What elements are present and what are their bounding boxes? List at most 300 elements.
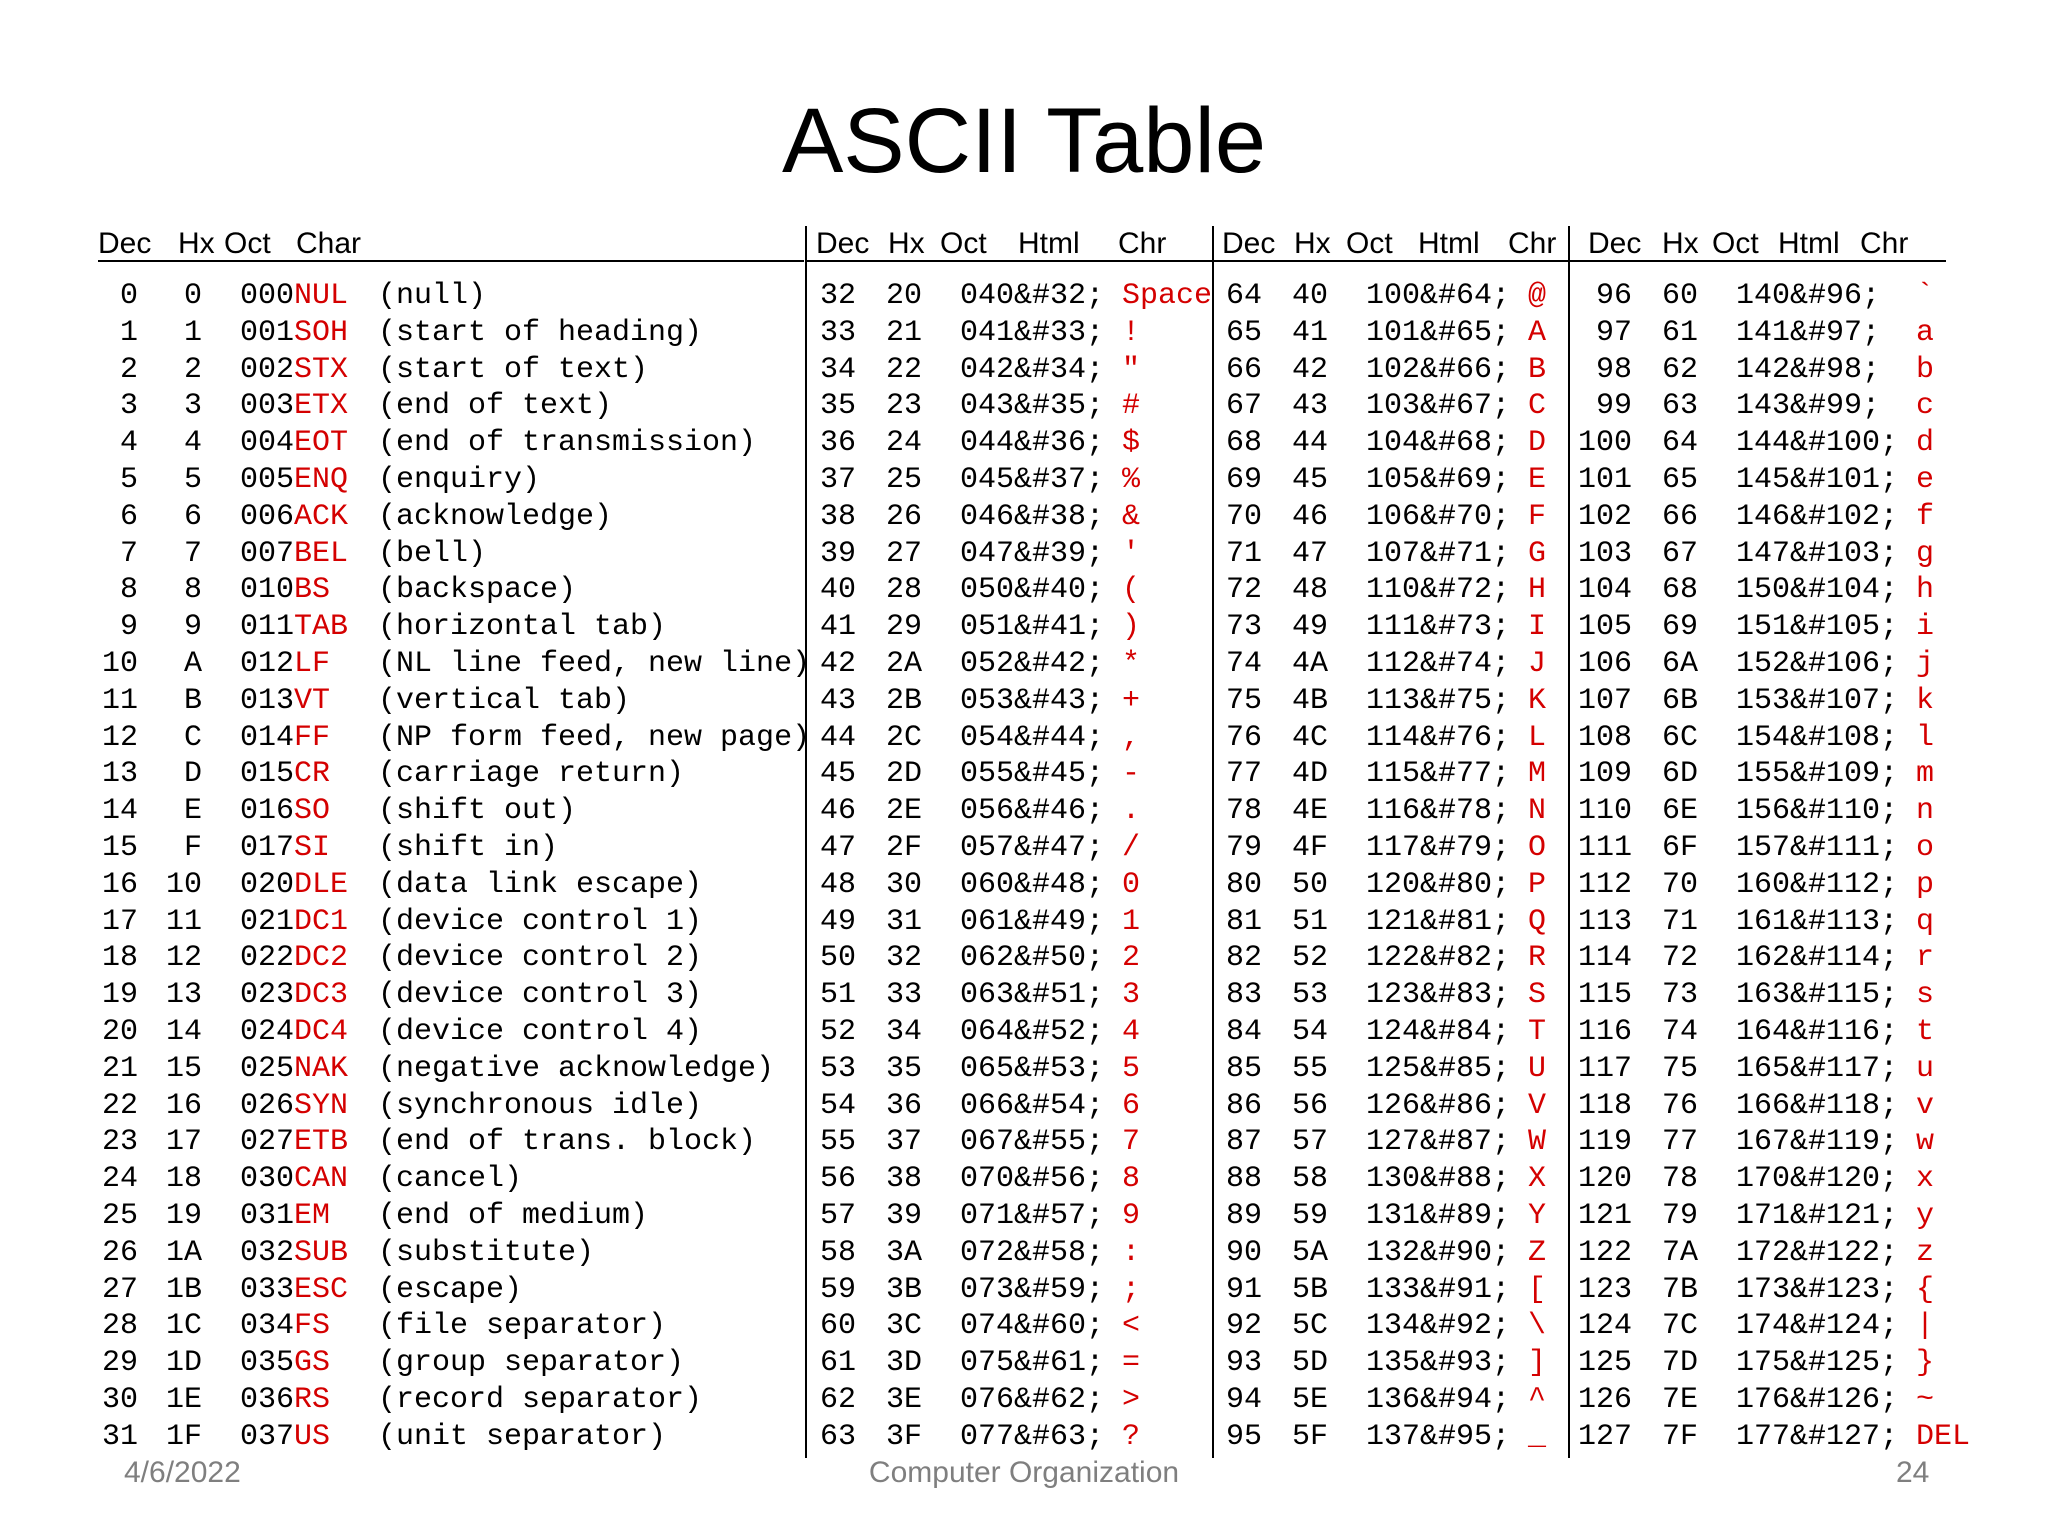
html-cell: &#104; <box>1790 573 1899 608</box>
dec-cell: 91 <box>1225 1272 1262 1307</box>
description-cell: (group separator) <box>378 1346 685 1381</box>
oct-cell: 000 <box>239 279 294 313</box>
table-row <box>1222 352 1568 389</box>
dec-cell: 39 <box>819 536 856 571</box>
table-row <box>816 1308 1218 1345</box>
oct-cell: 165 <box>1735 1051 1790 1086</box>
oct-cell: 041 <box>959 315 1014 350</box>
hex-cell: 28 <box>885 573 922 608</box>
oct-cell: 116 <box>1365 794 1420 829</box>
oct-cell: 172 <box>1735 1235 1790 1270</box>
html-cell: &#102; <box>1790 499 1899 534</box>
chr-cell: e <box>1916 462 1935 497</box>
dec-cell: 65 <box>1225 315 1262 350</box>
oct-cell: 044 <box>959 426 1014 461</box>
chr-cell: Q <box>1528 904 1547 939</box>
hex-cell: 15 <box>165 1051 202 1086</box>
oct-cell: 162 <box>1735 941 1790 976</box>
oct-cell: 142 <box>1735 352 1790 387</box>
table-row <box>816 536 1218 573</box>
oct-cell: 133 <box>1365 1272 1420 1307</box>
hex-cell: 17 <box>165 1125 202 1160</box>
html-cell: &#66; <box>1420 352 1511 387</box>
table-row <box>98 1419 898 1456</box>
chr-cell: K <box>1528 683 1547 718</box>
oct-cell: 034 <box>239 1309 294 1344</box>
abbr-cell: NUL <box>294 279 349 313</box>
dec-cell: 70 <box>1225 499 1262 534</box>
oct-cell: 070 <box>959 1162 1014 1197</box>
table-row <box>1578 1308 1976 1345</box>
dec-cell: 41 <box>819 610 856 645</box>
hex-cell: A <box>183 646 202 681</box>
hex-cell: 22 <box>885 352 922 387</box>
oct-cell: 131 <box>1365 1198 1420 1233</box>
header-oct-3: Oct <box>1346 227 1393 260</box>
table-row <box>816 425 1218 462</box>
table-row <box>816 1382 1218 1419</box>
table-row <box>1578 1124 1976 1161</box>
html-cell: &#32; <box>1014 279 1105 313</box>
html-cell: &#61; <box>1014 1346 1105 1381</box>
header-dec-1: Dec <box>98 227 152 260</box>
abbr-cell: ESC <box>294 1272 349 1307</box>
dec-cell: 2 <box>119 352 138 387</box>
table-row <box>1578 536 1976 573</box>
table-row <box>98 1308 898 1345</box>
table-row <box>1578 1051 1976 1088</box>
html-cell: &#60; <box>1014 1309 1105 1344</box>
dec-cell: 3 <box>119 389 138 424</box>
description-cell: (synchronous idle) <box>378 1088 703 1123</box>
table-row <box>816 1235 1218 1272</box>
dec-cell: 28 <box>101 1309 138 1344</box>
oct-cell: 123 <box>1365 978 1420 1013</box>
oct-cell: 021 <box>239 904 294 939</box>
chr-cell: f <box>1916 499 1935 534</box>
dec-cell: 61 <box>819 1346 856 1381</box>
html-cell: &#80; <box>1420 867 1511 902</box>
description-cell: (shift out) <box>378 794 577 829</box>
table-row <box>1222 425 1568 462</box>
dec-cell: 67 <box>1225 389 1262 424</box>
description-cell: (end of transmission) <box>378 426 757 461</box>
html-cell: &#78; <box>1420 794 1511 829</box>
table-row <box>98 1014 898 1051</box>
hex-cell: 7C <box>1661 1309 1698 1344</box>
oct-cell: 107 <box>1365 536 1420 571</box>
abbr-cell: DC3 <box>294 978 349 1013</box>
hex-cell: 77 <box>1661 1125 1698 1160</box>
html-cell: &#40; <box>1014 573 1105 608</box>
header-chr-2: Chr <box>1118 227 1167 260</box>
hex-cell: 35 <box>885 1051 922 1086</box>
html-cell: &#127; <box>1790 1419 1899 1454</box>
html-cell: &#116; <box>1790 1014 1899 1049</box>
oct-cell: 114 <box>1365 720 1420 755</box>
hex-cell: D <box>183 757 202 792</box>
hex-cell: 2F <box>885 830 922 865</box>
html-cell: &#114; <box>1790 941 1899 976</box>
hex-cell: 60 <box>1661 279 1698 313</box>
chr-cell: l <box>1916 720 1935 755</box>
hex-cell: 3A <box>885 1235 922 1270</box>
chr-cell: _ <box>1528 1419 1547 1454</box>
dec-cell: 94 <box>1225 1382 1262 1417</box>
abbr-cell: ETB <box>294 1125 349 1160</box>
header-html-4: Html <box>1778 227 1840 260</box>
table-row <box>98 904 898 941</box>
table-row <box>1222 1419 1568 1456</box>
header-html-3: Html <box>1418 227 1480 260</box>
description-cell: (file separator) <box>378 1309 667 1344</box>
oct-cell: 150 <box>1735 573 1790 608</box>
table-row <box>98 756 898 793</box>
chr-cell: V <box>1528 1088 1547 1123</box>
chr-cell: E <box>1528 462 1547 497</box>
html-cell: &#34; <box>1014 352 1105 387</box>
dec-cell: 88 <box>1225 1162 1262 1197</box>
table-row <box>816 1014 1218 1051</box>
description-cell: (shift in) <box>378 830 559 865</box>
dec-cell: 48 <box>819 867 856 902</box>
oct-cell: 132 <box>1365 1235 1420 1270</box>
dec-cell: 96 <box>1595 279 1632 313</box>
table-row <box>1222 756 1568 793</box>
hex-cell: 26 <box>885 499 922 534</box>
oct-cell: 051 <box>959 610 1014 645</box>
html-cell: &#79; <box>1420 830 1511 865</box>
oct-cell: 022 <box>239 941 294 976</box>
hex-cell: 20 <box>885 279 922 313</box>
hex-cell: 32 <box>885 941 922 976</box>
description-cell: (NL line feed, new line) <box>378 646 811 681</box>
hex-cell: 40 <box>1291 279 1328 313</box>
description-cell: (acknowledge) <box>378 499 613 534</box>
header-hx-2: Hx <box>888 227 925 260</box>
table-row <box>1222 940 1568 977</box>
table-row <box>1222 793 1568 830</box>
table-row <box>816 683 1218 720</box>
dec-cell: 56 <box>819 1162 856 1197</box>
hex-cell: 4D <box>1291 757 1328 792</box>
html-cell: &#57; <box>1014 1198 1105 1233</box>
dec-cell: 111 <box>1578 830 1633 865</box>
table-row <box>1578 425 1976 462</box>
table-row <box>1222 1161 1568 1198</box>
chr-cell: a <box>1916 315 1935 350</box>
hex-cell: 57 <box>1291 1125 1328 1160</box>
oct-cell: 112 <box>1365 646 1420 681</box>
table-row <box>816 278 1218 315</box>
dec-cell: 24 <box>101 1162 138 1197</box>
html-cell: &#77; <box>1420 757 1511 792</box>
dec-cell: 109 <box>1578 757 1633 792</box>
hex-cell: E <box>183 794 202 829</box>
hex-cell: 3C <box>885 1309 922 1344</box>
table-row <box>1222 1014 1568 1051</box>
chr-cell: L <box>1528 720 1547 755</box>
description-cell: (device control 2) <box>378 941 703 976</box>
abbr-cell: SI <box>294 830 331 865</box>
footer-title: Computer Organization <box>868 1456 1180 1489</box>
chr-cell: o <box>1916 830 1935 865</box>
table-row <box>1578 756 1976 793</box>
html-cell: &#98; <box>1790 352 1881 387</box>
html-cell: &#125; <box>1790 1346 1899 1381</box>
table-row <box>1222 830 1568 867</box>
dec-cell: 13 <box>101 757 138 792</box>
dec-cell: 43 <box>819 683 856 718</box>
chr-cell: ) <box>1122 610 1141 645</box>
oct-cell: 050 <box>959 573 1014 608</box>
chars-64-95-table <box>1222 278 1568 1456</box>
table-row <box>1578 1345 1976 1382</box>
abbr-cell: STX <box>294 352 349 387</box>
hex-cell: 68 <box>1661 573 1698 608</box>
chr-cell: H <box>1528 573 1547 608</box>
dec-cell: 102 <box>1578 499 1633 534</box>
chr-cell: Space <box>1122 279 1213 313</box>
oct-cell: 011 <box>239 610 294 645</box>
dec-cell: 50 <box>819 941 856 976</box>
chr-cell: 1 <box>1122 904 1141 939</box>
header-hx-3: Hx <box>1294 227 1331 260</box>
chr-cell: C <box>1528 389 1547 424</box>
table-row <box>98 462 898 499</box>
table-row <box>1578 867 1976 904</box>
oct-cell: 124 <box>1365 1014 1420 1049</box>
dec-cell: 92 <box>1225 1309 1262 1344</box>
chr-cell: & <box>1122 499 1141 534</box>
chr-cell: 4 <box>1122 1014 1141 1049</box>
dec-cell: 74 <box>1225 646 1262 681</box>
hex-cell: 42 <box>1291 352 1328 387</box>
oct-cell: 012 <box>239 646 294 681</box>
table-row <box>98 1161 898 1198</box>
hex-cell: 5C <box>1291 1309 1328 1344</box>
header-hx-4: Hx <box>1662 227 1699 260</box>
dec-cell: 73 <box>1225 610 1262 645</box>
table-row <box>1222 646 1568 683</box>
dec-cell: 37 <box>819 462 856 497</box>
header-hx-1: Hx <box>178 227 215 260</box>
chr-cell: + <box>1122 683 1141 718</box>
hex-cell: 44 <box>1291 426 1328 461</box>
chr-cell: ^ <box>1528 1382 1547 1417</box>
table-row <box>1578 904 1976 941</box>
oct-cell: 102 <box>1365 352 1420 387</box>
hex-cell: 5A <box>1291 1235 1328 1270</box>
hex-cell: 61 <box>1661 315 1698 350</box>
hex-cell: 59 <box>1291 1198 1328 1233</box>
chr-cell: d <box>1916 426 1935 461</box>
chr-cell: u <box>1916 1051 1935 1086</box>
oct-cell: 143 <box>1735 389 1790 424</box>
footer-date: 4/6/2022 <box>124 1456 241 1489</box>
hex-cell: 3B <box>885 1272 922 1307</box>
abbr-cell: GS <box>294 1346 331 1381</box>
dec-cell: 6 <box>119 499 138 534</box>
oct-cell: 151 <box>1735 610 1790 645</box>
table-row <box>816 1161 1218 1198</box>
dec-cell: 1 <box>119 315 138 350</box>
table-row <box>98 536 898 573</box>
dec-cell: 78 <box>1225 794 1262 829</box>
chr-cell: S <box>1528 978 1547 1013</box>
abbr-cell: EOT <box>294 426 349 461</box>
hex-cell: 56 <box>1291 1088 1328 1123</box>
table-row <box>98 1345 898 1382</box>
dec-cell: 89 <box>1225 1198 1262 1233</box>
dec-cell: 54 <box>819 1088 856 1123</box>
oct-cell: 125 <box>1365 1051 1420 1086</box>
dec-cell: 66 <box>1225 352 1262 387</box>
oct-cell: 144 <box>1735 426 1790 461</box>
abbr-cell: CAN <box>294 1162 349 1197</box>
table-row <box>98 793 898 830</box>
oct-cell: 137 <box>1365 1419 1420 1454</box>
html-cell: &#90; <box>1420 1235 1511 1270</box>
oct-cell: 146 <box>1735 499 1790 534</box>
chr-cell: ~ <box>1916 1382 1935 1417</box>
hex-cell: 0 <box>183 279 202 313</box>
hex-cell: 50 <box>1291 867 1328 902</box>
oct-cell: 130 <box>1365 1162 1420 1197</box>
abbr-cell: DC4 <box>294 1014 349 1049</box>
dec-cell: 116 <box>1578 1014 1633 1049</box>
html-cell: &#107; <box>1790 683 1899 718</box>
dec-cell: 120 <box>1578 1162 1633 1197</box>
dec-cell: 124 <box>1578 1309 1633 1344</box>
table-row <box>1222 977 1568 1014</box>
dec-cell: 47 <box>819 830 856 865</box>
dec-cell: 18 <box>101 941 138 976</box>
oct-cell: 027 <box>239 1125 294 1160</box>
description-cell: (end of trans. block) <box>378 1125 757 1160</box>
html-cell: &#44; <box>1014 720 1105 755</box>
hex-cell: 1F <box>165 1419 202 1454</box>
chr-cell: A <box>1528 315 1547 350</box>
oct-cell: 055 <box>959 757 1014 792</box>
description-cell: (horizontal tab) <box>378 610 667 645</box>
html-cell: &#55; <box>1014 1125 1105 1160</box>
header-rule-2 <box>806 260 1946 262</box>
table-row <box>98 315 898 352</box>
dec-cell: 79 <box>1225 830 1262 865</box>
oct-cell: 104 <box>1365 426 1420 461</box>
oct-cell: 166 <box>1735 1088 1790 1123</box>
header-rule-1 <box>98 260 804 262</box>
hex-cell: 71 <box>1661 904 1698 939</box>
dec-cell: 84 <box>1225 1014 1262 1049</box>
chr-cell: D <box>1528 426 1547 461</box>
hex-cell: 1D <box>165 1346 202 1381</box>
chr-cell: = <box>1122 1346 1141 1381</box>
abbr-cell: FS <box>294 1309 331 1344</box>
hex-cell: 4E <box>1291 794 1328 829</box>
html-cell: &#37; <box>1014 462 1105 497</box>
dec-cell: 29 <box>101 1346 138 1381</box>
html-cell: &#43; <box>1014 683 1105 718</box>
hex-cell: 18 <box>165 1162 202 1197</box>
hex-cell: 12 <box>165 941 202 976</box>
html-cell: &#105; <box>1790 610 1899 645</box>
hex-cell: 8 <box>183 573 202 608</box>
oct-cell: 117 <box>1365 830 1420 865</box>
html-cell: &#35; <box>1014 389 1105 424</box>
dec-cell: 126 <box>1578 1382 1633 1417</box>
abbr-cell: DC2 <box>294 941 349 976</box>
html-cell: &#123; <box>1790 1272 1899 1307</box>
hex-cell: 6C <box>1661 720 1698 755</box>
oct-cell: 066 <box>959 1088 1014 1123</box>
hex-cell: 2D <box>885 757 922 792</box>
oct-cell: 105 <box>1365 462 1420 497</box>
oct-cell: 171 <box>1735 1198 1790 1233</box>
description-cell: (enquiry) <box>378 462 541 497</box>
chr-cell: P <box>1528 867 1547 902</box>
table-row <box>1222 499 1568 536</box>
table-row <box>98 499 898 536</box>
html-cell: &#58; <box>1014 1235 1105 1270</box>
dec-cell: 58 <box>819 1235 856 1270</box>
abbr-cell: VT <box>294 683 331 718</box>
oct-cell: 053 <box>959 683 1014 718</box>
oct-cell: 042 <box>959 352 1014 387</box>
table-row <box>816 720 1218 757</box>
table-row <box>98 646 898 683</box>
hex-cell: 4F <box>1291 830 1328 865</box>
dec-cell: 19 <box>101 978 138 1013</box>
dec-cell: 110 <box>1578 794 1633 829</box>
hex-cell: 5E <box>1291 1382 1328 1417</box>
chr-cell: \ <box>1528 1309 1547 1344</box>
header-char-1: Char <box>296 227 362 260</box>
dec-cell: 112 <box>1578 867 1633 902</box>
dec-cell: 7 <box>119 536 138 571</box>
chr-cell: 7 <box>1122 1125 1141 1160</box>
html-cell: &#82; <box>1420 941 1511 976</box>
description-cell: (device control 3) <box>378 978 703 1013</box>
chr-cell: r <box>1916 941 1935 976</box>
html-cell: &#96; <box>1790 279 1881 313</box>
table-row <box>98 1088 898 1125</box>
html-cell: &#118; <box>1790 1088 1899 1123</box>
oct-cell: 100 <box>1365 279 1420 313</box>
description-cell: (negative acknowledge) <box>378 1051 775 1086</box>
table-row <box>1222 1272 1568 1309</box>
abbr-cell: SO <box>294 794 331 829</box>
chr-cell: * <box>1122 646 1141 681</box>
dec-cell: 83 <box>1225 978 1262 1013</box>
chr-cell: ! <box>1122 315 1141 350</box>
chr-cell: Z <box>1528 1235 1547 1270</box>
hex-cell: 69 <box>1661 610 1698 645</box>
oct-cell: 025 <box>239 1051 294 1086</box>
html-cell: &#93; <box>1420 1346 1511 1381</box>
dec-cell: 23 <box>101 1125 138 1160</box>
html-cell: &#122; <box>1790 1235 1899 1270</box>
hex-cell: 2A <box>885 646 922 681</box>
html-cell: &#84; <box>1420 1014 1511 1049</box>
oct-cell: 072 <box>959 1235 1014 1270</box>
html-cell: &#97; <box>1790 315 1881 350</box>
table-row <box>816 756 1218 793</box>
dec-cell: 34 <box>819 352 856 387</box>
hex-cell: 75 <box>1661 1051 1698 1086</box>
description-cell: (end of medium) <box>378 1198 649 1233</box>
